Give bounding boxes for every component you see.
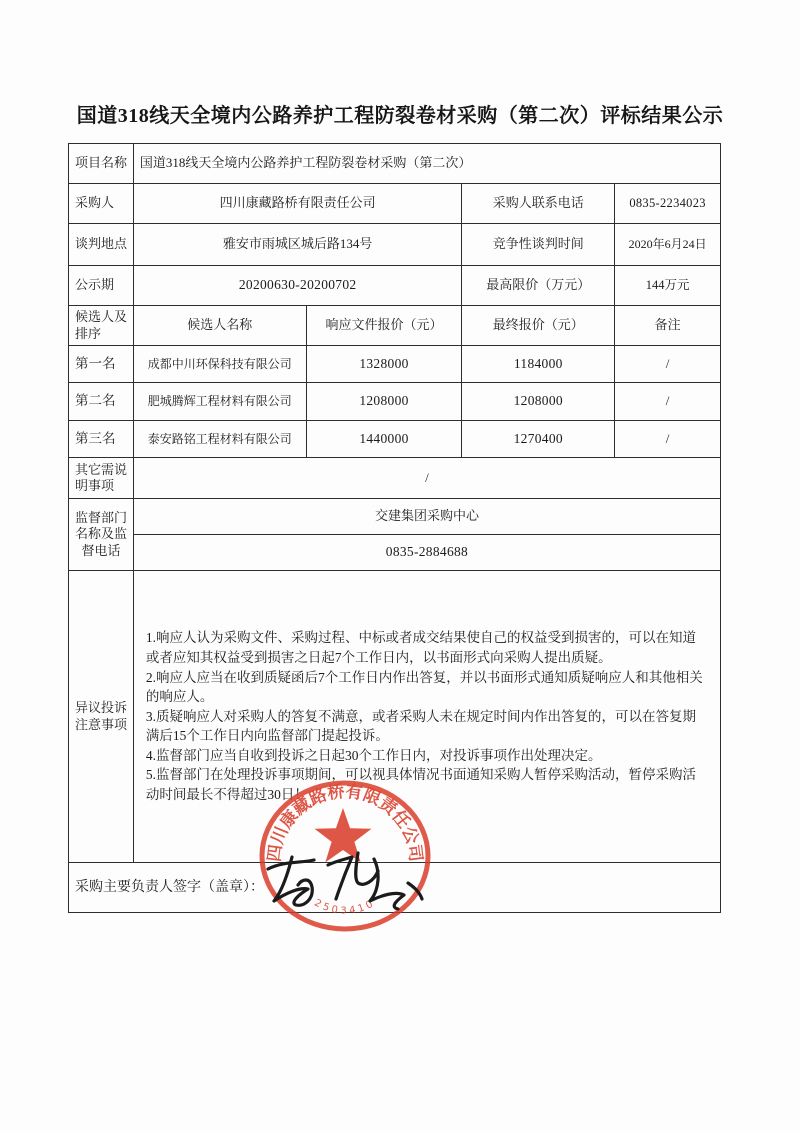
other-notes-value: / [134, 458, 721, 499]
candidate-1-note: / [615, 346, 721, 383]
candidate-name-header: 候选人名称 [134, 306, 307, 346]
candidate-2-name: 肥城腾辉工程材料有限公司 [134, 383, 307, 421]
negotiation-place-label: 谈判地点 [69, 224, 134, 266]
remark-header: 备注 [615, 306, 721, 346]
negotiation-time-value: 2020年6月24日 [615, 224, 721, 266]
seal-company-text: 四川康藏路桥有限责任公司 [264, 781, 426, 863]
seal-serial-text: 2503410 [312, 897, 378, 917]
purchaser-label: 采购人 [69, 184, 134, 224]
page-title: 国道318线天全境内公路养护工程防裂卷材采购（第二次）评标结果公示 [76, 105, 724, 127]
candidate-3-note: / [615, 421, 721, 458]
price-limit-label: 最高限价（万元） [462, 266, 615, 306]
candidate-3-bid: 1440000 [307, 421, 463, 458]
objection-line-4: 4.监督部门应当自收到投诉之日起30个工作日内，对投诉事项作出处理决定。 [145, 747, 602, 763]
rank-3: 第三名 [69, 421, 134, 458]
response-price-header: 响应文件报价（元） [307, 306, 463, 346]
table-row [69, 184, 721, 224]
price-limit-value: 144万元 [615, 266, 721, 306]
candidate-2-bid: 1208000 [307, 383, 463, 421]
publicity-period-label: 公示期 [69, 266, 134, 306]
objection-line-2: 2.响应人应当在收到质疑函后7个工作日内作出答复，并以书面形式通知质疑响应人和其他相关的响应人。 [145, 669, 703, 705]
purchaser-value: 四川康藏路桥有限责任公司 [134, 184, 462, 224]
publicity-period-value: 20200630-20200702 [134, 266, 462, 306]
table-row [69, 266, 721, 306]
table-row [69, 144, 721, 184]
candidate-3-final: 1270400 [462, 421, 615, 458]
candidate-2-note: / [615, 383, 721, 421]
supervision-row [69, 499, 721, 571]
candidate-row-1 [69, 346, 721, 383]
supervision-phone: 0835-2884688 [134, 535, 721, 571]
candidate-2-final: 1208000 [462, 383, 615, 421]
other-notes-row [69, 458, 721, 499]
objection-line-3: 3.质疑响应人对采购人的答复不满意，或者采购人未在规定时间内作出答复的，可以在答复期满后15个工作日内向监督部门提起投诉。 [145, 708, 697, 744]
objection-line-1: 1.响应人认为采购文件、采购过程、中标或者成交结果使自己的权益受到损害的，可以在知道或者应知其权益受到损害之日起7个工作日内，以书面形式向采购人提出质疑。 [145, 630, 697, 666]
rank-2: 第二名 [69, 383, 134, 421]
candidate-3-name: 泰安路铭工程材料有限公司 [134, 421, 307, 458]
project-name-label: 项目名称 [69, 144, 134, 184]
handwritten-signature [262, 843, 437, 915]
purchaser-phone-label: 采购人联系电话 [462, 184, 615, 224]
candidate-1-final: 1184000 [462, 346, 615, 383]
candidate-header-row [69, 306, 721, 346]
project-name-value: 国道318线天全境内公路养护工程防裂卷材采购（第二次） [134, 144, 721, 184]
negotiation-time-label: 竞争性谈判时间 [462, 224, 615, 266]
signature-label: 采购主要负责人签字（盖章）： [69, 863, 721, 913]
supervision-dept: 交建集团采购中心 [134, 499, 721, 535]
table-row [69, 224, 721, 266]
rank-1: 第一名 [69, 346, 134, 383]
candidate-1-name: 成都中川环保科技有限公司 [134, 346, 307, 383]
objection-line-5: 5.监督部门在处理投诉事项期间，可以视具体情况书面通知采购人暂停采购活动，暂停采购活动时间最长不得超过30日！ [145, 767, 697, 802]
objection-label: 异议投诉注意事项 [69, 571, 134, 863]
candidate-row-3 [69, 421, 721, 458]
candidate-rank-header: 候选人及排序 [69, 306, 134, 346]
other-notes-label: 其它需说明事项 [69, 458, 134, 499]
candidate-row-2 [69, 383, 721, 421]
negotiation-place-value: 雅安市雨城区城后路134号 [134, 224, 462, 266]
purchaser-phone-value: 0835-2234023 [615, 184, 721, 224]
candidate-1-bid: 1328000 [307, 346, 463, 383]
supervision-label: 监督部门名称及监督电话 [69, 499, 134, 571]
final-price-header: 最终报价（元） [462, 306, 615, 346]
